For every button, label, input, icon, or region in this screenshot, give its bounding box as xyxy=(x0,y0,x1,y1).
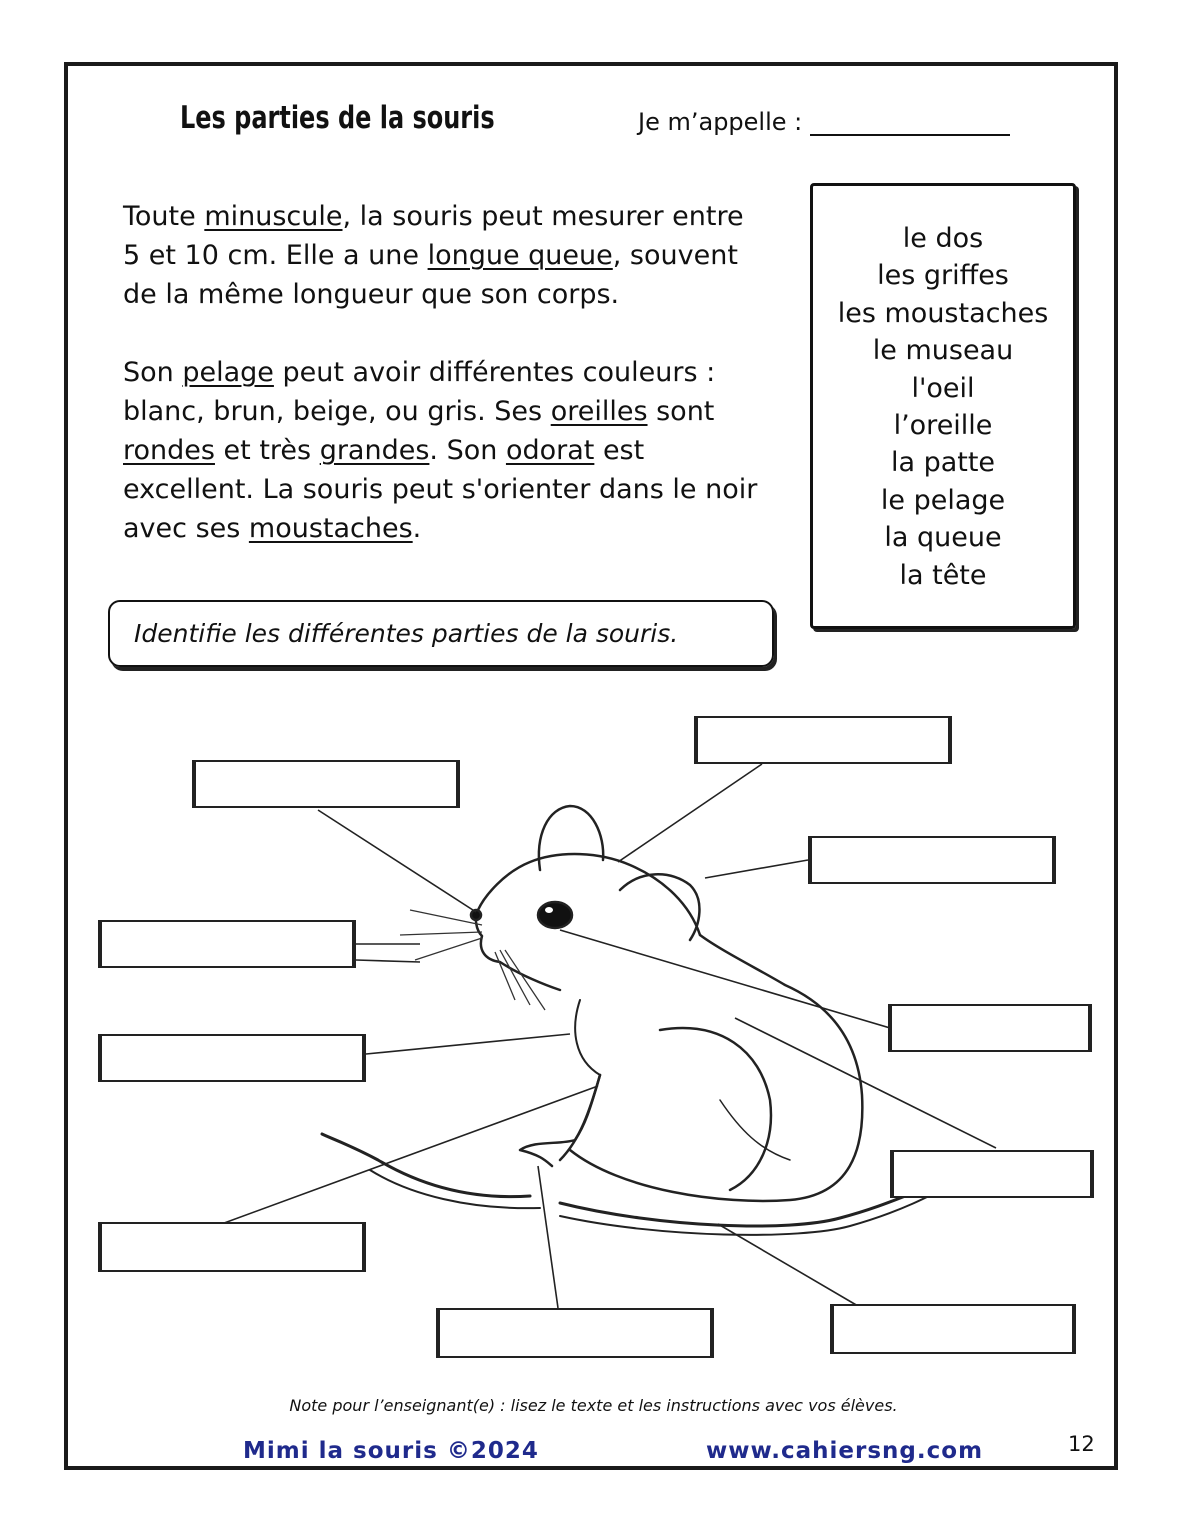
word-bank-item: la tête xyxy=(899,559,987,591)
whiskers xyxy=(400,910,545,1010)
page-title: Les parties de la souris xyxy=(180,100,495,136)
leader-line xyxy=(705,860,808,878)
label-box-5[interactable] xyxy=(98,1034,366,1082)
page-number: 12 xyxy=(1068,1432,1095,1456)
leader-line xyxy=(216,1086,598,1226)
label-box-6[interactable] xyxy=(888,1004,1092,1052)
word-bank-item: les moustaches xyxy=(837,297,1049,329)
paragraph-fur: Son pelage peut avoir différentes couleurs : blanc, brun, beige, ou gris. Ses oreilles sont rondes et très grandes. Son odorat est excellent. La souris peut s'orienter dans le noir avec ses moustaches. xyxy=(123,357,758,544)
leader-line xyxy=(538,1166,558,1308)
label-box-10[interactable] xyxy=(830,1304,1076,1354)
word-bank-item: l’oreille xyxy=(893,410,993,442)
word-bank-item: le pelage xyxy=(880,484,1006,516)
leader-line xyxy=(318,810,476,912)
word-bank-item: la patte xyxy=(890,447,996,479)
label-box-3[interactable] xyxy=(808,836,1056,884)
teacher-note: Note pour l’enseignant(e) : lisez le texte et les instructions avec vos élèves. xyxy=(289,1396,898,1415)
name-label: Je m’appelle : xyxy=(638,108,803,136)
label-box-7[interactable] xyxy=(890,1150,1094,1198)
footer-website[interactable]: www.cahiersng.com xyxy=(706,1438,984,1464)
leader-line xyxy=(560,930,890,1028)
leader-line xyxy=(718,1224,858,1306)
leader-line xyxy=(366,1034,570,1054)
label-box-9[interactable] xyxy=(436,1308,714,1358)
word-bank-item: les griffes xyxy=(877,260,1009,292)
label-box-2[interactable] xyxy=(694,716,952,764)
instruction-text: Identifie les différentes parties de la souris. xyxy=(134,619,679,648)
word-bank-item: la queue xyxy=(884,522,1002,554)
footer-copyright: Mimi la souris ©2024 xyxy=(243,1438,539,1464)
label-box-1[interactable] xyxy=(192,760,460,808)
label-box-8[interactable] xyxy=(98,1222,366,1272)
leader-line xyxy=(356,960,420,962)
word-bank-item: le dos xyxy=(902,223,984,254)
word-bank-item: le museau xyxy=(872,335,1014,367)
paragraph-size: Toute minuscule, la souris peut mesurer entre 5 et 10 cm. Elle a une longue queue, souvent de la même longueur que son corps. xyxy=(123,201,744,310)
leader-line xyxy=(618,764,762,862)
word-bank-item: l'oeil xyxy=(911,372,975,404)
label-box-4[interactable] xyxy=(98,920,356,968)
